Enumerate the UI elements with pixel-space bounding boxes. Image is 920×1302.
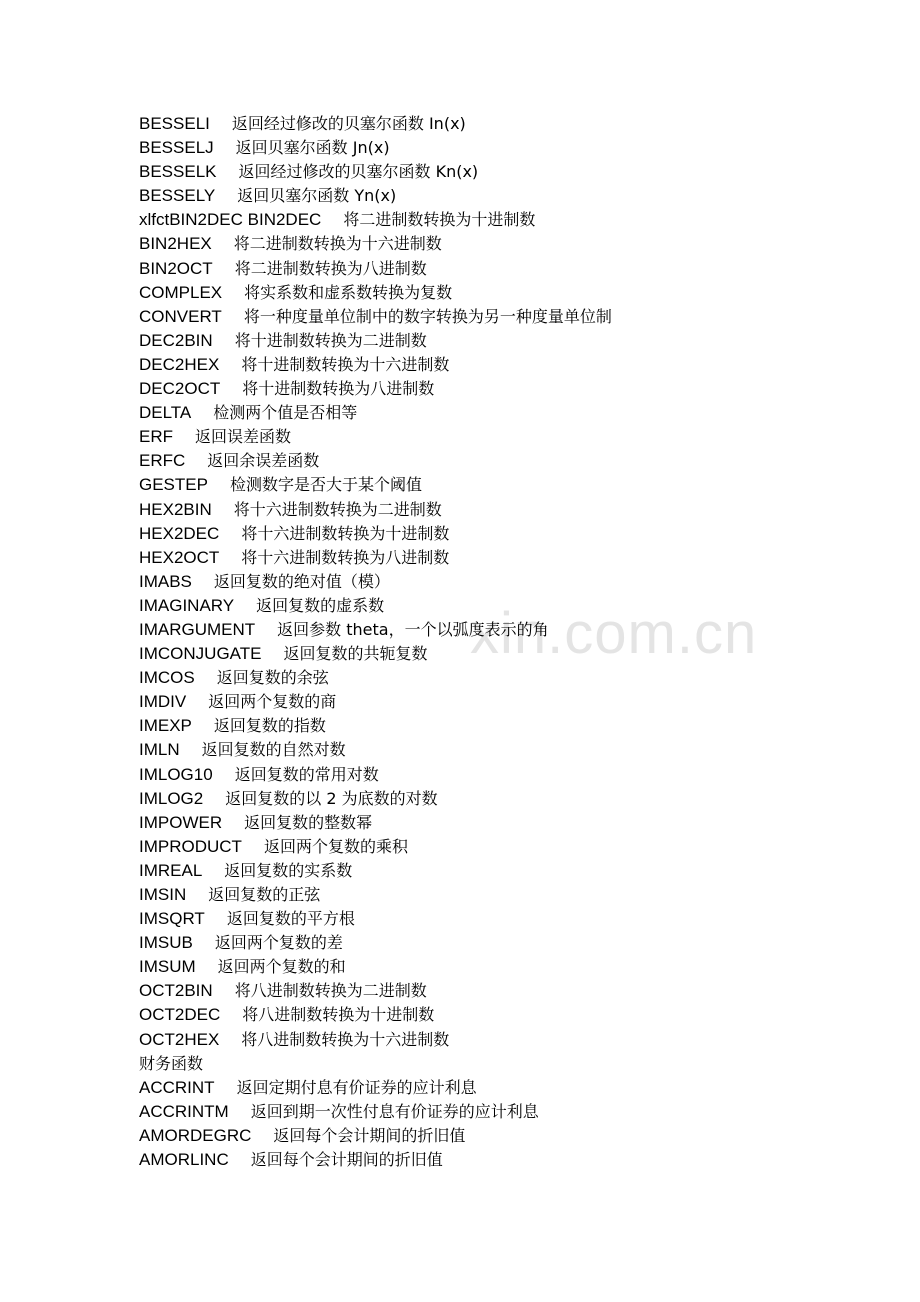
function-entry [139, 473, 879, 497]
function-description: 返回两个复数的商 [208, 692, 337, 712]
function-entry [139, 208, 879, 232]
function-description: 返回贝塞尔函数 Jn(x) [235, 138, 390, 158]
function-name: BESSELY [139, 186, 216, 206]
function-name: HEX2BIN [139, 499, 212, 519]
function-description: 返回每个会计期间的折旧值 [250, 1150, 443, 1170]
function-description: 返回经过修改的贝塞尔函数 In(x) [231, 114, 466, 133]
function-name: IMSUB [139, 933, 193, 953]
function-description: 返回复数的平方根 [226, 909, 355, 929]
function-description: 返回余误差函数 [207, 451, 320, 471]
function-description: 将实系数和虚系数转换为复数 [244, 282, 453, 302]
function-entry [139, 184, 879, 208]
function-description: 返回定期付息有价证券的应计利息 [236, 1077, 477, 1097]
function-entry [139, 907, 879, 931]
function-description: 将八进制数转换为十六进制数 [241, 1029, 450, 1049]
function-entry [139, 498, 879, 522]
function-name: IMAGINARY [139, 595, 235, 615]
function-description: 返回复数的自然对数 [201, 740, 346, 760]
function-name: IMPOWER [139, 812, 223, 832]
function-entry [139, 666, 879, 690]
function-description: 将十进制数转换为二进制数 [234, 330, 427, 350]
function-name: OCT2BIN [139, 981, 213, 1001]
function-name: OCT2HEX [139, 1029, 220, 1049]
function-name: GESTEP [139, 475, 208, 495]
function-description: 返回复数的绝对值（模） [213, 571, 390, 591]
function-entry [139, 955, 879, 979]
function-name: HEX2DEC [139, 523, 220, 543]
function-name: IMSUM [139, 957, 196, 977]
function-name: IMABS [139, 571, 192, 591]
function-description: 返回复数的正弦 [208, 885, 321, 904]
function-entry [139, 1003, 879, 1027]
function-entry [139, 401, 879, 425]
function-name: IMEXP [139, 716, 192, 736]
function-entry [139, 329, 879, 353]
function-entry [139, 353, 879, 377]
function-entry [139, 1124, 879, 1148]
function-name: BIN2HEX [139, 234, 212, 254]
function-entry [139, 979, 879, 1003]
function-entry [139, 1028, 879, 1052]
function-entry [139, 931, 879, 955]
function-name: AMORLINC [139, 1150, 229, 1170]
function-description: 返回经过修改的贝塞尔函数 Kn(x) [238, 162, 479, 182]
watermark: xin.com.cn [470, 601, 758, 666]
function-entry [139, 594, 879, 618]
function-name: ERFC [139, 451, 186, 471]
function-entry [139, 377, 879, 401]
function-description: 将十六进制数转换为十进制数 [241, 523, 450, 543]
function-description: 返回两个复数的和 [217, 957, 346, 977]
function-entry [139, 425, 879, 449]
function-name: IMSIN [139, 885, 187, 904]
function-description: 将十六进制数转换为二进制数 [233, 499, 442, 519]
function-entry [139, 281, 879, 305]
function-description: 返回复数的虚系数 [256, 595, 385, 615]
function-description: 返回复数的余弦 [216, 668, 329, 688]
function-entry [139, 160, 879, 184]
function-name: IMARGUMENT [139, 619, 256, 639]
function-name: CONVERT [139, 306, 222, 326]
function-name: IMCOS [139, 668, 195, 688]
function-entry [139, 522, 879, 546]
function-name: ACCRINTM [139, 1101, 229, 1121]
function-entry [139, 257, 879, 281]
function-name: IMLOG10 [139, 764, 213, 784]
function-name: IMDIV [139, 692, 187, 712]
section-heading: 财务函数 [139, 1053, 204, 1073]
function-name: COMPLEX [139, 282, 223, 302]
function-name: BESSELI [139, 114, 210, 133]
function-name: IMREAL [139, 860, 203, 880]
function-entry [139, 1148, 879, 1172]
function-name: OCT2DEC [139, 1005, 221, 1025]
function-entry [139, 570, 879, 594]
function-description: 将八进制数转换为十进制数 [242, 1005, 435, 1025]
function-entry [139, 112, 879, 136]
function-description: 返回到期一次性付息有价证券的应计利息 [250, 1101, 539, 1121]
function-entry [139, 763, 879, 787]
function-description: 返回复数的共轭复数 [283, 644, 428, 664]
function-name: ACCRINT [139, 1077, 215, 1097]
function-name: BIN2OCT [139, 258, 213, 278]
function-description: 返回贝塞尔函数 Yn(x) [237, 186, 397, 206]
function-description: 返回复数的指数 [213, 716, 326, 736]
function-entry [139, 738, 879, 762]
function-description: 将八进制数转换为二进制数 [234, 981, 427, 1001]
function-entry [139, 1076, 879, 1100]
function-entry [139, 883, 879, 907]
function-description: 将十六进制数转换为八进制数 [241, 547, 450, 567]
function-entry [139, 642, 879, 666]
function-description: 将十进制数转换为八进制数 [242, 379, 435, 399]
function-description: 返回复数的整数幂 [244, 812, 373, 832]
function-entry [139, 1100, 879, 1124]
function-list [139, 112, 879, 1172]
function-entry [139, 811, 879, 835]
function-description: 返回复数的实系数 [224, 860, 353, 880]
function-entry [139, 546, 879, 570]
function-name: IMPRODUCT [139, 836, 242, 856]
function-description: 返回两个复数的差 [214, 933, 343, 953]
function-description: 返回复数的以 2 为底数的对数 [225, 788, 438, 808]
function-description: 将二进制数转换为十进制数 [343, 210, 536, 230]
function-name: DELTA [139, 403, 192, 423]
function-name: IMLOG2 [139, 788, 204, 808]
function-description: 将一种度量单位制中的数字转换为另一种度量单位制 [243, 306, 612, 326]
function-name: BESSELJ [139, 138, 214, 158]
function-entry [139, 835, 879, 859]
function-description: 返回两个复数的乘积 [263, 836, 408, 856]
function-description: 返回误差函数 [195, 427, 292, 447]
function-name: AMORDEGRC [139, 1125, 252, 1145]
function-entry [139, 305, 879, 329]
function-name: BESSELK [139, 162, 217, 182]
function-name: ERF [139, 427, 173, 447]
function-entry [139, 136, 879, 160]
function-name: xlfctBIN2DEC BIN2DEC [139, 210, 322, 230]
function-name: DEC2HEX [139, 354, 220, 374]
function-entry [139, 690, 879, 714]
function-description: 检测两个值是否相等 [213, 403, 358, 423]
function-entry [139, 787, 879, 811]
function-name: IMCONJUGATE [139, 644, 262, 664]
function-name: DEC2OCT [139, 379, 221, 399]
function-entry [139, 232, 879, 256]
function-name: IMLN [139, 740, 180, 760]
function-name: IMSQRT [139, 909, 205, 929]
function-description: 将二进制数转换为十六进制数 [233, 234, 442, 254]
function-description: 将十进制数转换为十六进制数 [241, 354, 450, 374]
function-entry [139, 714, 879, 738]
function-description: 将二进制数转换为八进制数 [234, 258, 427, 278]
function-entry [139, 618, 879, 642]
function-description: 返回复数的常用对数 [234, 764, 379, 784]
function-entry [139, 859, 879, 883]
function-description: 返回每个会计期间的折旧值 [273, 1125, 466, 1145]
function-description: 返回参数 theta，一个以弧度表示的角 [277, 619, 549, 639]
function-name: HEX2OCT [139, 547, 220, 567]
function-name: DEC2BIN [139, 330, 213, 350]
function-description: 检测数字是否大于某个阈值 [229, 475, 422, 495]
function-entry [139, 449, 879, 473]
